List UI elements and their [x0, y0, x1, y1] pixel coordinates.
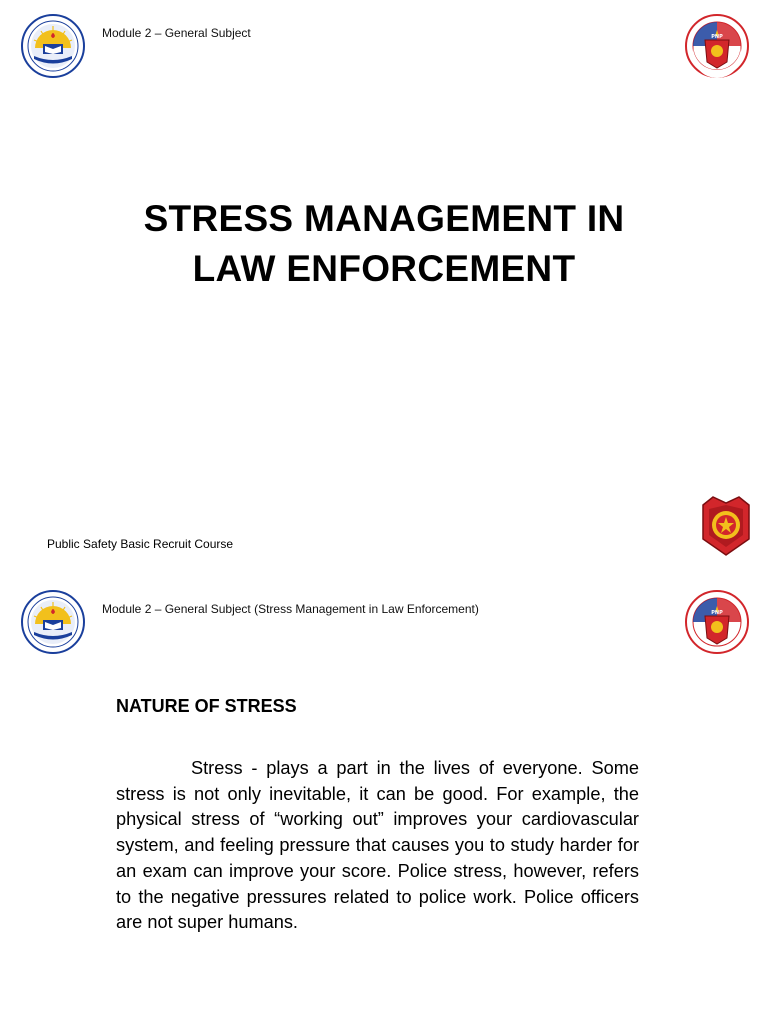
pnp-badge-icon: [699, 495, 753, 557]
paragraph-text: Stress - plays a part in the lives of everyone. Some stress is not only inevitable, it can be good. For example, the physical stress of “working out” improves your cardiovascular system, and feeling pressure that causes you to study harder for an exam can improve your score. Police stress, however, refers to the negative pressures related to police work. Police officers are not super humans.: [116, 758, 639, 933]
title-line-2: LAW ENFORCEMENT: [192, 248, 576, 289]
academy-seal-icon: [21, 14, 85, 78]
module-header: Module 2 – General Subject (Stress Management in Law Enforcement): [102, 602, 479, 616]
title-line-1: STRESS MANAGEMENT IN: [143, 198, 625, 239]
svg-text:PNP: PNP: [711, 34, 723, 40]
academy-seal-icon: [21, 590, 85, 654]
content-page: [0, 576, 768, 1024]
body-paragraph: [116, 756, 639, 936]
module-header: Module 2 – General Subject: [102, 26, 251, 40]
course-footer: Public Safety Basic Recruit Course: [47, 537, 234, 551]
section-heading: NATURE OF STRESS: [116, 696, 297, 716]
svg-text:PNP: PNP: [711, 610, 723, 616]
pnp-training-seal-icon: [685, 590, 749, 654]
pnp-training-seal-icon: [685, 14, 749, 78]
page-title: [0, 194, 768, 294]
